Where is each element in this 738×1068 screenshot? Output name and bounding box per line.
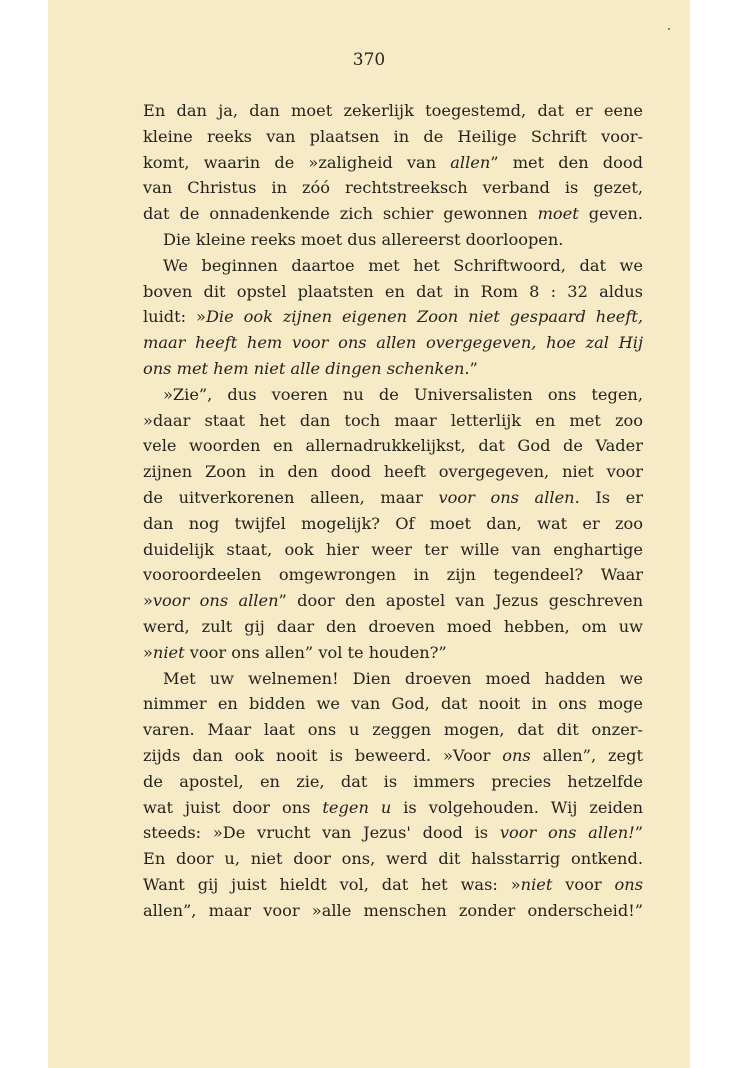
text-line: [143, 201, 643, 227]
text-segment: komt, waarin de »zaligheid van: [143, 152, 451, 172]
text-segment: allen”, zegt: [530, 745, 643, 765]
text-line: [143, 253, 643, 279]
text-line: [143, 588, 643, 614]
text-line: [143, 769, 643, 795]
text-segment: Die kleine reeks moet dus allereerst doorloopen.: [163, 229, 564, 249]
text-segment: Met uw welnemen! Dien droeven moed hadden we: [163, 668, 643, 688]
text-line: [143, 150, 643, 176]
text-segment: Is er: [579, 487, 643, 507]
italic-text-segment: tegen u: [322, 797, 392, 817]
italic-text-segment: voor ons allen!: [499, 823, 635, 843]
text-segment: »Zie”, dus voeren nu de Universalisten ons tegen,: [163, 384, 643, 404]
page-number: 370: [352, 50, 386, 70]
text-line: [143, 433, 643, 459]
text-segment: zijnen Zoon in den dood heeft overgegeven, niet voor: [143, 462, 643, 482]
text-line: [143, 511, 643, 537]
italic-text-segment: allen: [450, 152, 491, 172]
italic-text-segment: Die ook zijnen eigenen Zoon niet gespaard heeft,: [205, 307, 643, 327]
text-line: [143, 640, 643, 666]
italic-text-segment: ons met hem niet alle dingen schenken.: [143, 358, 470, 378]
text-line: [143, 304, 643, 330]
text-segment: geven.: [578, 204, 643, 224]
text-line: [143, 408, 643, 434]
text-segment: En dan ja, dan moet zekerlijk toegestemd, dat er eene: [143, 101, 643, 120]
text-segment: voor ons allen” vol te houden?”: [184, 642, 447, 662]
italic-text-segment: niet: [520, 874, 553, 894]
text-segment: We beginnen daartoe met het Schriftwoord, dat we: [163, 255, 643, 275]
text-line: [143, 537, 643, 563]
text-line: [143, 872, 643, 898]
text-line: [143, 175, 643, 201]
text-segment: allen”, maar voor »alle menschen zonder onderscheid!”: [143, 900, 643, 920]
text-segment: dat de onnadenkende zich schier gewonnen: [143, 204, 538, 224]
text-line: [143, 562, 643, 588]
text-line: [143, 820, 643, 846]
text-line: [143, 691, 643, 717]
text-line: [143, 459, 643, 485]
text-segment: ”: [469, 358, 478, 378]
italic-text-segment: ons: [614, 874, 644, 894]
italic-text-segment: moet: [537, 204, 579, 224]
italic-text-segment: voor ons allen.: [438, 487, 580, 507]
text-segment: kleine reeks van plaatsen in de Heilige Schrift voor-: [143, 126, 643, 146]
text-segment: steeds: »De vrucht van Jezus' dood is: [143, 823, 500, 843]
text-segment: varen. Maar laat ons u zeggen mogen, dat dit onzer-: [143, 720, 643, 740]
italic-text-segment: maar heeft hem voor ons allen overgegeven, hoe zal Hij: [143, 333, 643, 353]
text-segment: »: [143, 642, 153, 662]
text-line: [143, 666, 643, 692]
text-segment: de apostel, en zie, dat is immers precies hetzelfde: [143, 771, 643, 791]
text-line: [143, 124, 643, 150]
text-line: [143, 717, 643, 743]
text-segment: dan nog twijfel mogelijk? Of moet dan, wat er zoo: [143, 513, 643, 533]
text-segment: nimmer en bidden we van God, dat nooit in ons moge: [143, 694, 643, 714]
text-segment: En door u, niet door ons, werd dit halsstarrig ontkend.: [143, 849, 643, 869]
text-segment: zijds dan ook nooit is beweerd. »Voor: [143, 745, 503, 765]
text-segment: van Christus in zóó rechtstreeksch verband is gezet,: [143, 178, 643, 198]
text-line: [143, 330, 643, 356]
text-line: [143, 98, 643, 124]
text-segment: vooroordeelen omgewrongen in zijn tegendeel? Waar: [143, 565, 643, 585]
text-segment: de uitverkorenen alleen, maar: [143, 487, 439, 507]
text-segment: ” door den apostel van Jezus geschreven: [278, 591, 643, 611]
text-segment: is volgehouden. Wij zeiden: [391, 797, 643, 817]
text-segment: Want gij juist hieldt vol, dat het was: »: [143, 874, 521, 894]
text-segment: werd, zult gij daar den droeven moed hebben, om uw: [143, 616, 643, 636]
text-segment: ” met den dood: [490, 152, 643, 172]
text-segment: vele woorden en allernadrukkelijkst, dat God de Vader: [143, 436, 643, 456]
text-line: [143, 227, 643, 253]
text-segment: »daar staat het dan toch maar letterlijk en met zoo: [143, 410, 643, 430]
text-segment: wat juist door ons: [143, 797, 323, 817]
text-line: [143, 279, 643, 305]
text-segment: duidelijk staat, ook hier weer ter wille van enghartige: [143, 539, 643, 559]
italic-text-segment: ons: [502, 745, 531, 765]
italic-text-segment: voor ons allen: [152, 591, 279, 611]
text-segment: luidt: »: [143, 307, 206, 327]
text-line: [143, 846, 643, 872]
text-line: [143, 614, 643, 640]
speck-mark: [668, 28, 670, 30]
text-segment: boven dit opstel plaatsten en dat in Rom 8 : 32 aldus: [143, 281, 643, 301]
text-line: [143, 485, 643, 511]
text-line: [143, 382, 643, 408]
text-segment: ”: [634, 823, 643, 843]
text-line: [143, 795, 643, 821]
text-line: [143, 898, 643, 924]
text-segment: voor: [552, 874, 615, 894]
text-segment: »: [143, 591, 153, 611]
text-line: [143, 743, 643, 769]
italic-text-segment: niet: [152, 642, 185, 662]
text-line: [143, 356, 643, 382]
body-text: [143, 98, 643, 924]
book-page: [48, 0, 690, 1068]
